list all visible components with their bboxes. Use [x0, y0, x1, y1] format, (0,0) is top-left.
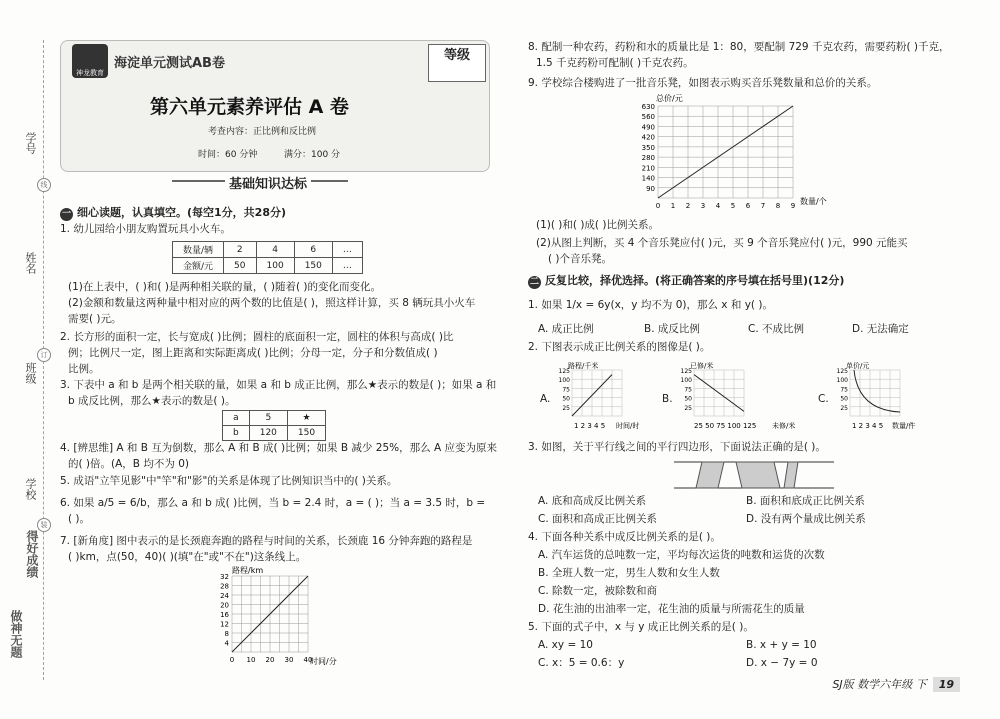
q2-line1: 2. 长方形的面积一定，长与宽成( )比例；圆柱的底面积一定，圆柱的体积与高成( )比	[60, 331, 454, 343]
c2-b-ylabel: 已修/米	[690, 362, 714, 370]
q7-yticks	[220, 573, 229, 648]
q1-stem: 1. 幼儿园给小朋友购置玩具小火车。	[60, 223, 231, 235]
c4-option-a[interactable]: A. 汽车运货的总吨数一定，平均每次运货的吨数和运货的次数	[538, 549, 825, 561]
x-tick-label: 8	[775, 202, 781, 210]
q9-yticks	[642, 103, 655, 193]
brand-logo	[72, 44, 108, 78]
c2-c-ylabel: 单价/元	[846, 362, 870, 370]
y-tick-label: 12	[220, 620, 229, 629]
page-number: 19	[933, 677, 960, 692]
c3-figure	[674, 460, 834, 490]
q9-chart	[626, 92, 846, 214]
q7-ylabel: 路程/km	[232, 566, 264, 575]
slogan-a: 做神无题	[9, 610, 23, 658]
y-tick-label: 4	[224, 639, 229, 648]
q8-line1: 8. 配制一种农药，药粉和水的质量比是 1：80，要配制 729 千克农药，需要药粉( )千克，	[528, 41, 950, 53]
y-tick-label: 50	[562, 395, 570, 403]
parallelogram-1	[696, 462, 724, 488]
q2-line2: 例；比例尺一定，图上距离和实际距离成( )比例；分母一定，分子和分数值成( )	[68, 347, 438, 359]
table-cell: 120	[249, 426, 287, 441]
x-tick-label: 5	[730, 202, 736, 210]
grade-label: 等级	[443, 48, 470, 63]
table-cell: 6	[294, 242, 332, 258]
q2-line3: 比例。	[68, 363, 100, 375]
y-tick-label: 140	[641, 174, 655, 183]
c1-option-c[interactable]: C. 不成比例	[748, 323, 805, 335]
q9-xlabel: 数量/个	[800, 197, 827, 206]
q7-xlabel: 时间/分	[310, 657, 337, 666]
q3-line1: 3. 下表中 a 和 b 是两个相关联的量，如果 a 和 b 成正比例，那么★表示的数是( )；如果 a 和	[60, 379, 497, 391]
c2-c-xlabel: 数量/件	[892, 422, 916, 430]
c2-a-plot	[559, 368, 622, 416]
data-line	[694, 375, 744, 412]
q9-line1: 9. 学校综合楼购进了一批音乐凳，如图表示购买音乐凳数量和总价的关系。	[528, 77, 878, 89]
y-tick-label: 20	[220, 601, 229, 610]
y-tick-label: 100	[558, 377, 570, 385]
c2-c-plot	[837, 368, 900, 416]
y-tick-label: 50	[840, 395, 848, 403]
y-tick-label: 280	[641, 154, 655, 163]
c1-option-b[interactable]: B. 成反比例	[644, 323, 700, 335]
y-tick-label: 90	[646, 184, 655, 193]
q9-part1: (1)( )和( )成( )比例关系。	[536, 219, 659, 231]
brand-mark: 神龙教育	[76, 69, 104, 77]
q9-data-line	[658, 106, 793, 198]
y-tick-label: 125	[558, 368, 570, 375]
y-tick-label: 75	[562, 386, 570, 394]
exam-time: 时间：60 分钟	[198, 150, 258, 160]
table-cell: 150	[287, 426, 325, 441]
c2-b-xticks: 25 50 75 100 125	[694, 422, 757, 430]
table-cell: 100	[256, 258, 294, 274]
table-cell: …	[332, 242, 362, 258]
y-tick-label: 350	[641, 143, 655, 152]
x-tick-label: 6	[745, 202, 751, 210]
c4-option-c[interactable]: C. 除数一定，被除数和商	[538, 585, 658, 597]
y-tick-label: 50	[684, 395, 692, 403]
c3-option-c[interactable]: C. 面积和高成正比例关系	[538, 513, 658, 525]
c5-option-b[interactable]: B. x + y = 10	[746, 639, 817, 651]
table-cell: b	[223, 426, 250, 441]
y-tick-label: 75	[840, 386, 848, 394]
class-label: 班级	[24, 362, 37, 384]
line-mark: 线	[37, 178, 51, 192]
c1-option-d[interactable]: D. 无法确定	[852, 323, 909, 335]
x-tick-label: 0	[229, 656, 235, 664]
section-basic-title: 基础知识达标	[225, 173, 311, 192]
c5-option-c[interactable]: C. x：5 = 0.6：y	[538, 657, 625, 669]
part1-title: 细心读题，认真填空。(每空1分，共28分)	[77, 206, 287, 219]
q1-part2: (2)金额和数量这两种量中相对应的两个数的比值是( )，照这样计算，买 8 辆玩具小火车	[68, 297, 476, 309]
c2-a-label[interactable]: A.	[540, 393, 551, 405]
q3-table	[222, 410, 326, 441]
y-tick-label: 75	[684, 386, 692, 394]
y-tick-label: 420	[641, 133, 655, 142]
c2-b-label[interactable]: B.	[662, 393, 673, 405]
c5-stem: 5. 下面的式子中，x 与 y 成正比例关系的是( )。	[528, 621, 754, 633]
y-tick-label: 125	[680, 368, 692, 375]
y-tick-label: 16	[220, 611, 229, 619]
c2-c-label[interactable]: C.	[818, 393, 829, 405]
c2-chart-b	[672, 360, 804, 432]
q9-ylabel: 总价/元	[656, 94, 683, 103]
q1-header-amount: 金额/元	[173, 258, 224, 274]
parallelogram-3	[784, 462, 798, 488]
y-tick-label: 28	[220, 582, 229, 591]
table-cell: 150	[294, 258, 332, 274]
part1-number: 一	[61, 209, 71, 219]
part1-heading	[60, 204, 286, 221]
x-tick-label: 0	[655, 202, 661, 210]
c1-stem: 1. 如果 1/x = 6y(x，y 均不为 0)，那么 x 和 y( )。	[528, 299, 773, 311]
x-tick-label: 10	[246, 656, 256, 664]
school-label: 学校	[24, 478, 37, 500]
x-tick-label: 9	[790, 202, 796, 210]
q9-part2-cont: ( )个音乐凳。	[548, 253, 613, 265]
x-tick-label: 20	[265, 656, 275, 664]
slogan-b: 得好成绩	[25, 530, 39, 578]
parallelogram-2	[736, 462, 780, 488]
q3-line2: b 成反比例，那么★表示的数是( )。	[68, 395, 236, 407]
c4-option-b[interactable]: B. 全班人数一定，男生人数和女生人数	[538, 567, 720, 579]
q7-grid	[232, 576, 308, 652]
y-tick-label: 560	[641, 113, 655, 122]
grade-box[interactable]	[428, 44, 486, 82]
page-footer	[832, 676, 960, 692]
c2-a-xlabel: 时间/时	[616, 422, 640, 430]
c3-stem: 3. 如图，关于平行线之间的平行四边形，下面说法正确的是( )。	[528, 441, 826, 453]
y-tick-label: 100	[680, 377, 692, 385]
q9-grid	[658, 106, 793, 198]
c2-c-xticks: 1 2 3 4 5	[852, 422, 884, 430]
part2-heading	[528, 272, 844, 289]
y-tick-label: 25	[840, 404, 848, 412]
q1-part1: (1)在上表中，( )和( )是两种相关联的量，( )随着( )的变化而变化。	[68, 281, 381, 293]
q7-line2: ( )km，点(50，40)( )(填"在"或"不在")这条线上。	[68, 551, 307, 563]
y-tick-label: 210	[641, 164, 655, 173]
table-cell: …	[332, 258, 362, 274]
c3-option-b[interactable]: B. 面积和底成正比例关系	[746, 495, 865, 507]
y-tick-label: 490	[641, 123, 655, 132]
data-curve	[854, 370, 900, 412]
q7-line1: 7. [新角度] 图中表示的是长颈鹿奔跑的路程与时间的关系，长颈鹿 16 分钟奔跑的路程是	[60, 535, 473, 547]
c1-option-a[interactable]: A. 成正比例	[538, 323, 594, 335]
x-tick-label: 1	[670, 202, 676, 210]
q1-part2-cont: 需要( )元。	[68, 313, 122, 325]
x-tick-label: 4	[715, 202, 721, 210]
y-tick-label: 125	[836, 368, 848, 375]
table-cell: a	[223, 411, 250, 426]
edition-label: SJ版 数学六年级 下	[832, 678, 927, 691]
x-tick-label: 2	[685, 202, 691, 210]
q5-line1: 5. 成语"立竿见影"中"竿"和"影"的关系是体现了比例知识当中的( )关系。	[60, 475, 398, 487]
table-cell: 5	[249, 411, 287, 426]
c5-option-d[interactable]: D. x − 7y = 0	[746, 657, 818, 669]
table-cell: ★	[287, 411, 325, 426]
fold-mark: 订	[37, 348, 51, 362]
exam-score: 满分：100 分	[284, 150, 341, 160]
x-tick-label: 40	[303, 656, 313, 664]
exam-scope: 考查内容：正比例和反比例	[208, 127, 317, 137]
c2-b-xlabel: 未修/米	[772, 422, 796, 430]
c2-b-plot	[681, 368, 744, 416]
y-tick-label: 25	[562, 404, 570, 412]
q4-line2: 的( )倍。(A，B 均不为 0)	[68, 458, 189, 470]
y-tick-label: 630	[641, 103, 655, 111]
y-tick-label: 25	[684, 404, 692, 412]
q7-xticks	[230, 656, 313, 664]
x-tick-label: 3	[700, 202, 706, 210]
c3-option-a[interactable]: A. 底和高成反比例关系	[538, 495, 647, 507]
y-tick-label: 32	[220, 573, 229, 581]
part2-title: 反复比较，择优选择。(将正确答案的序号填在括号里)(12分)	[545, 274, 845, 287]
c4-stem: 4. 下面各种关系中成反比例关系的是( )。	[528, 531, 721, 543]
name-label: 姓名	[24, 252, 37, 274]
page-title: 第六单元素养评估 A 卷	[150, 96, 349, 118]
y-tick-label: 8	[224, 630, 229, 638]
table-cell: 50	[224, 258, 256, 274]
q9-part2: (2)从图上判断，买 4 个音乐凳应付( )元，买 9 个音乐凳应付( )元，990 元能买	[536, 237, 908, 249]
c2-stem: 2. 下图表示成正比例关系的图像是( )。	[528, 341, 711, 353]
y-tick-label: 100	[836, 377, 848, 385]
x-tick-label: 7	[760, 202, 766, 210]
q8-line2: 1.5 千克药粉可配制( )千克农药。	[536, 57, 694, 69]
table-cell: 2	[224, 242, 256, 258]
q7-chart	[210, 564, 355, 670]
q6-line1: 6. 如果 a/5 = 6/b，那么 a 和 b 成( )比例，当 b = 2.4 时，a = ( )；当 a = 3.5 时，b =	[60, 497, 486, 509]
x-tick-label: 30	[284, 656, 294, 664]
c2-chart-a	[550, 360, 662, 432]
q1-table	[172, 241, 363, 274]
c3-option-d[interactable]: D. 没有两个量成比例关系	[746, 513, 866, 525]
seal-mark: 装	[37, 518, 51, 532]
q6-line2: ( )。	[68, 513, 91, 525]
q1-header-qty: 数量/辆	[173, 242, 224, 258]
part2-number: 二	[529, 277, 539, 287]
q4-line1: 4. [辨思维] A 和 B 互为倒数，那么 A 和 B 成( )比例；如果 B 减少 25%，那么 A 应变为原来	[60, 442, 497, 454]
q9-xticks	[656, 202, 795, 210]
c5-option-a[interactable]: A. xy = 10	[538, 639, 593, 651]
y-tick-label: 24	[220, 592, 229, 600]
brand-name: 海淀单元测试AB卷	[114, 56, 225, 71]
table-cell: 4	[256, 242, 294, 258]
c2-chart-c	[828, 360, 938, 432]
c2-a-xticks: 1 2 3 4 5	[574, 422, 606, 430]
student-no-label: 学号	[24, 132, 37, 154]
c4-option-d[interactable]: D. 花生油的出油率一定，花生油的质量与所需花生的质量	[538, 603, 805, 615]
c2-a-ylabel: 路程/千米	[568, 362, 599, 370]
